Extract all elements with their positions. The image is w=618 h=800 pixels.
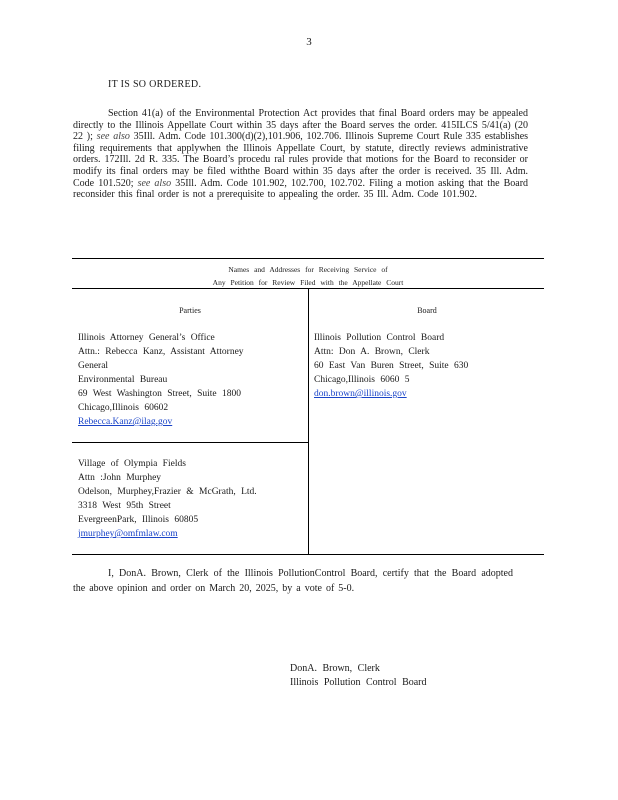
parties-row-divider — [72, 442, 308, 443]
address-line: Attn: Don A. Brown, Clerk — [314, 347, 430, 357]
parties-column-header: Parties — [179, 306, 201, 315]
address-line: Chicago,Illinois 60602 — [78, 403, 169, 413]
address-line: EvergreenPark, Illinois 60805 — [78, 515, 199, 525]
address-line: General — [78, 361, 109, 371]
service-heading-line-2: Any Petition for Review Filed with the Appellate Court — [212, 278, 404, 287]
address-line: 3318 West 95th Street — [78, 501, 171, 511]
see-also-citation-2: see also — [137, 177, 172, 189]
address-line: 60 East Van Buren Street, Suite 630 — [314, 361, 469, 371]
service-heading-line-1: Names and Addresses for Receiving Service of — [228, 265, 388, 274]
address-line: Illinois Pollution Control Board — [314, 333, 445, 343]
address-line: Illinois Attorney General’s Office — [78, 333, 215, 343]
address-line: Attn :John Murphey — [78, 473, 162, 483]
address-line: Village of Olympia Fields — [78, 459, 186, 469]
party-village-address — [78, 457, 303, 541]
address-line: Environmental Bureau — [78, 375, 168, 385]
address-line: 69 West Washington Street, Suite 1800 — [78, 389, 242, 399]
see-also-citation-1: see also — [96, 131, 130, 143]
party-attorney-general-address — [78, 331, 293, 429]
attorney-general-email-link[interactable]: Rebecca.Kanz@ilag.gov — [78, 417, 173, 427]
address-line: Odelson, Murphey,Frazier & McGrath, Ltd. — [78, 487, 257, 497]
clerk-certification — [73, 567, 513, 596]
address-line: Chicago,Illinois 6060 5 — [314, 375, 410, 385]
order-statement: IT IS SO ORDERED. — [108, 79, 202, 90]
page-number: 3 — [306, 36, 312, 48]
board-clerk-email-link[interactable]: don.brown@illinois.gov — [314, 389, 407, 399]
certification-text: I, DonA. Brown, Clerk of the Illinois PollutionControl Board, certify that the Board adopted the above opinion and order on March 20, 2025, by a vote of 5-0. — [73, 568, 513, 594]
service-table-heading — [72, 263, 544, 289]
signer-name: DonA. Brown, Clerk — [290, 663, 380, 674]
board-column-header: Board — [417, 306, 437, 315]
signer-organization: Illinois Pollution Control Board — [290, 677, 427, 688]
appeal-text-part-2: 35Ill. Adm. Code 101.300(d)(2),101.906, 102.706. Illinois Supreme Court Rule 335 establishes filing requirements that applywhen the Illinois Appellate Court, by statute, directly reviews administrative orders. 172Ill. 2d R. 335. The Board’s procedu ral rules provide that motions for the Board to reconsider or modify its final orders may be filed withthe Board within 35 days after the order is received. 35 Ill. Adm. Code 101.520; — [73, 131, 529, 189]
appeal-text-part-1: Section 41(a) of the Environmental Protection Act provides that final Board orders may be appealed directly to the Illinois Appellate Court within 35 days after the Board serves the order. 415ILCS 5/41(a) (20 22 ); — [73, 108, 528, 143]
village-email-link[interactable]: jmurphey@omfmlaw.com — [78, 529, 178, 539]
column-divider — [308, 288, 309, 554]
signature-block — [290, 662, 427, 690]
appeal-rights-paragraph — [73, 108, 528, 201]
board-clerk-address — [314, 331, 529, 401]
address-line: Attn.: Rebecca Kanz, Assistant Attorney — [78, 347, 244, 357]
appeal-text-part-3: 35Ill. Adm. Code 101.902, 102.700, 102.702. Filing a motion asking that the Board reconsider this final order is not a prerequisite to appealing the order. 35 Ill. Adm. Code 101.902. — [73, 177, 529, 201]
service-list-table — [72, 258, 544, 555]
